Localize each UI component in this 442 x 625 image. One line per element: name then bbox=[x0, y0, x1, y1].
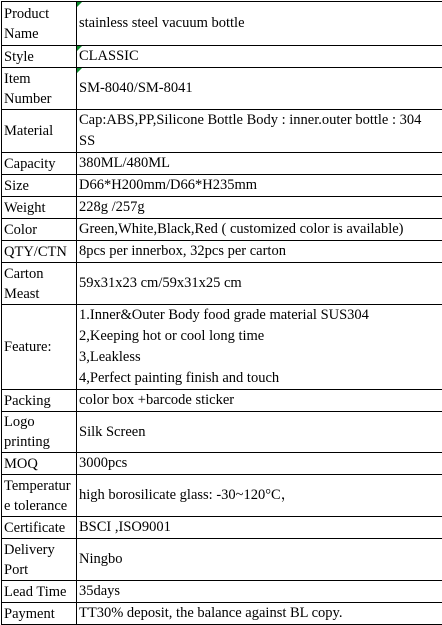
label-material: Material bbox=[2, 110, 77, 153]
value-qty-ctn: 8pcs per innerbox, 32pcs per carton bbox=[77, 241, 442, 263]
label-temperature-tolerance: Temperature tolerance bbox=[2, 475, 77, 517]
value-carton-meast: 59x31x23 cm/59x31x25 cm bbox=[77, 263, 442, 305]
value-delivery-port: Ningbo bbox=[77, 539, 442, 581]
row-item-number bbox=[2, 68, 442, 110]
label-item-number: Item Number bbox=[2, 68, 77, 110]
label-size: Size bbox=[2, 175, 77, 197]
value-weight: 228g /257g bbox=[77, 197, 442, 219]
value-product-name: stainless steel vacuum bottle bbox=[77, 2, 442, 46]
value-certificate: BSCI ,ISO9001 bbox=[77, 517, 442, 539]
label-feature: Feature: bbox=[2, 305, 77, 390]
feature-line-1: 1.Inner&Outer Body food grade material SUS304 bbox=[79, 305, 441, 326]
label-logo-printing: Logo printing bbox=[2, 412, 77, 453]
row-certificate bbox=[2, 517, 442, 539]
label-qty-ctn: QTY/CTN bbox=[2, 241, 77, 263]
label-carton-meast: Carton Meast bbox=[2, 263, 77, 305]
row-moq bbox=[2, 453, 442, 475]
row-color bbox=[2, 219, 442, 241]
row-qty-ctn bbox=[2, 241, 442, 263]
label-packing: Packing bbox=[2, 390, 77, 412]
row-product-name bbox=[2, 2, 442, 46]
row-weight bbox=[2, 197, 442, 219]
value-logo-printing: Silk Screen bbox=[77, 412, 442, 453]
row-size bbox=[2, 175, 442, 197]
row-style bbox=[2, 46, 442, 68]
value-color: Green,White,Black,Red ( customized color is available) bbox=[77, 219, 442, 241]
row-material bbox=[2, 110, 442, 153]
value-feature bbox=[77, 305, 442, 390]
row-packing bbox=[2, 390, 442, 412]
label-delivery-port: Delivery Port bbox=[2, 539, 77, 581]
row-temperature-tolerance bbox=[2, 475, 442, 517]
label-product-name: Product Name bbox=[2, 2, 77, 46]
feature-line-3: 3,Leakless bbox=[79, 347, 441, 368]
value-packing: color box +barcode sticker bbox=[77, 390, 442, 412]
row-delivery-port bbox=[2, 539, 442, 581]
label-certificate: Certificate bbox=[2, 517, 77, 539]
value-lead-time: 35days bbox=[77, 581, 442, 603]
label-moq: MOQ bbox=[2, 453, 77, 475]
value-material: Cap:ABS,PP,Silicone Bottle Body : inner.outer bottle : 304 SS bbox=[77, 110, 442, 153]
label-lead-time: Lead Time bbox=[2, 581, 77, 603]
value-item-number: SM-8040/SM-8041 bbox=[77, 68, 442, 110]
row-capacity bbox=[2, 153, 442, 175]
feature-line-2: 2,Keeping hot or cool long time bbox=[79, 326, 441, 347]
row-carton-meast bbox=[2, 263, 442, 305]
value-size: D66*H200mm/D66*H235mm bbox=[77, 175, 442, 197]
label-style: Style bbox=[2, 46, 77, 68]
label-payment: Payment bbox=[2, 603, 77, 625]
value-moq: 3000pcs bbox=[77, 453, 442, 475]
row-payment bbox=[2, 603, 442, 625]
value-style: CLASSIC bbox=[77, 46, 442, 68]
label-color: Color bbox=[2, 219, 77, 241]
value-temperature-tolerance: high borosilicate glass: -30~120°C， bbox=[77, 475, 442, 517]
value-capacity: 380ML/480ML bbox=[77, 153, 442, 175]
spec-table bbox=[1, 1, 442, 625]
label-capacity: Capacity bbox=[2, 153, 77, 175]
feature-line-4: 4,Perfect painting finish and touch bbox=[79, 368, 441, 389]
row-logo-printing bbox=[2, 412, 442, 453]
value-payment: TT30% deposit, the balance against BL copy. bbox=[77, 603, 442, 625]
row-feature bbox=[2, 305, 442, 390]
label-weight: Weight bbox=[2, 197, 77, 219]
row-lead-time bbox=[2, 581, 442, 603]
